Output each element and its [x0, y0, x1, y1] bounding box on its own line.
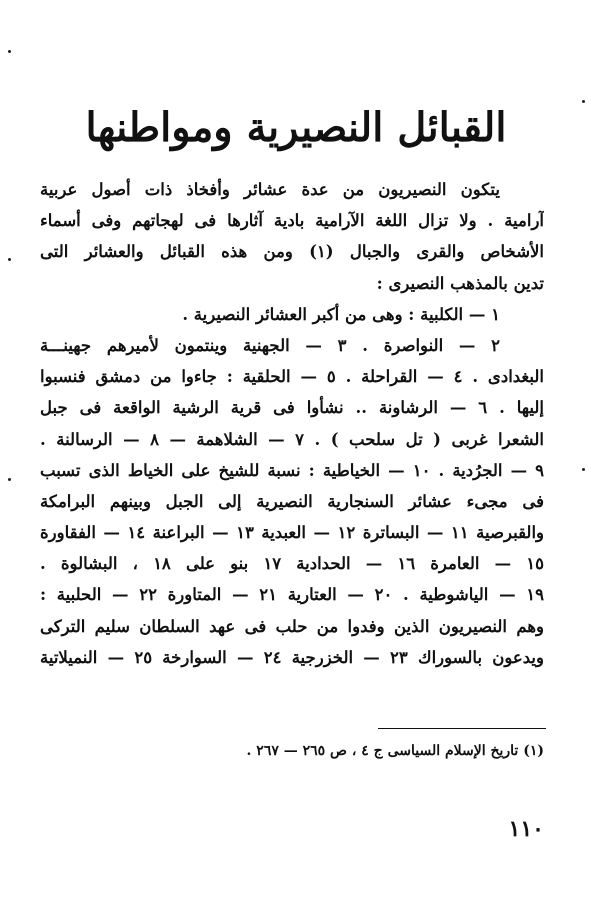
footnote: (١) تاريخ الإسلام السياسى ج ٤ ، ص ٢٦٥ — ٢٦٧ .: [246, 743, 544, 759]
body-line: وهم النصيريون الذين وفدوا من حلب فى عهد السلطان سليم التركى: [40, 616, 544, 636]
body-line: الشعرا غربى ( تل سلحب ) . ٧ — الشلاهمة — ٨ — الرسالنة .: [40, 429, 544, 449]
chapter-title: القبائل النصيرية ومواطنها: [85, 104, 507, 151]
page-number: ١١٠: [508, 816, 544, 842]
scan-speck: [8, 50, 11, 53]
body-text: [40, 174, 544, 673]
scan-speck: [8, 478, 11, 481]
body-line: ويدعون بالسوراك ٢٣ — الخزرجية ٢٤ — السوارخة ٢٥ — النميلاتية: [40, 647, 544, 667]
body-line: الأشخاص والقرى والجبال (١) ومن هذه القبائل والعشائر التى: [40, 242, 544, 262]
body-line: ١٩ — الياشوطية . ٢٠ — العتارية ٢١ — المتاورة ٢٢ — الحلبية :: [40, 585, 544, 605]
body-line: ٩ — الجرُدية . ١٠ — الخياطية : نسبة للشيخ على الخياط الذى تسبب: [40, 460, 544, 480]
footnote-divider: [378, 728, 546, 729]
scan-speck: [582, 468, 585, 471]
body-line: يتكون النصيريون من عدة عشائر وأفخاذ ذات أصول عربية: [40, 180, 500, 199]
body-line: والقبرصية ١١ — البساترة ١٢ — العبدية ١٣ — البراعنة ١٤ — الفقاورة: [40, 523, 544, 543]
body-line: آرامية . ولا تزال اللغة الآرامية بادية آثارها فى لهجاتهم وفى أسماء: [40, 211, 544, 231]
body-line: ١ — الكلبية : وهى من أكبر العشائر النصيرية .: [182, 304, 500, 324]
body-line: إليها . ٦ — الرشاونة .. نشأوا فى قرية الرشية الواقعة فى جبل: [40, 398, 544, 418]
body-line: تدين بالمذهب النصيرى :: [376, 273, 544, 293]
body-line: ٢ — النواصرة . ٣ — الجهنية وينتمون لأميرهم جهينـــة: [40, 335, 501, 355]
body-line: فى مجىء عشائر السنجارية النصيرية إلى الجبل وبينهم البرامكة: [40, 491, 544, 511]
scan-speck: [582, 100, 585, 103]
scan-speck: [8, 258, 11, 261]
body-line: البغدادى . ٤ — القراحلة . ٥ — الحلقية : جاءوا من دمشق فنسبوا: [40, 367, 544, 387]
body-line: ١٥ — العامرة ١٦ — الحدادية ١٧ بنو على ١٨ ، البشالوة .: [40, 554, 544, 574]
